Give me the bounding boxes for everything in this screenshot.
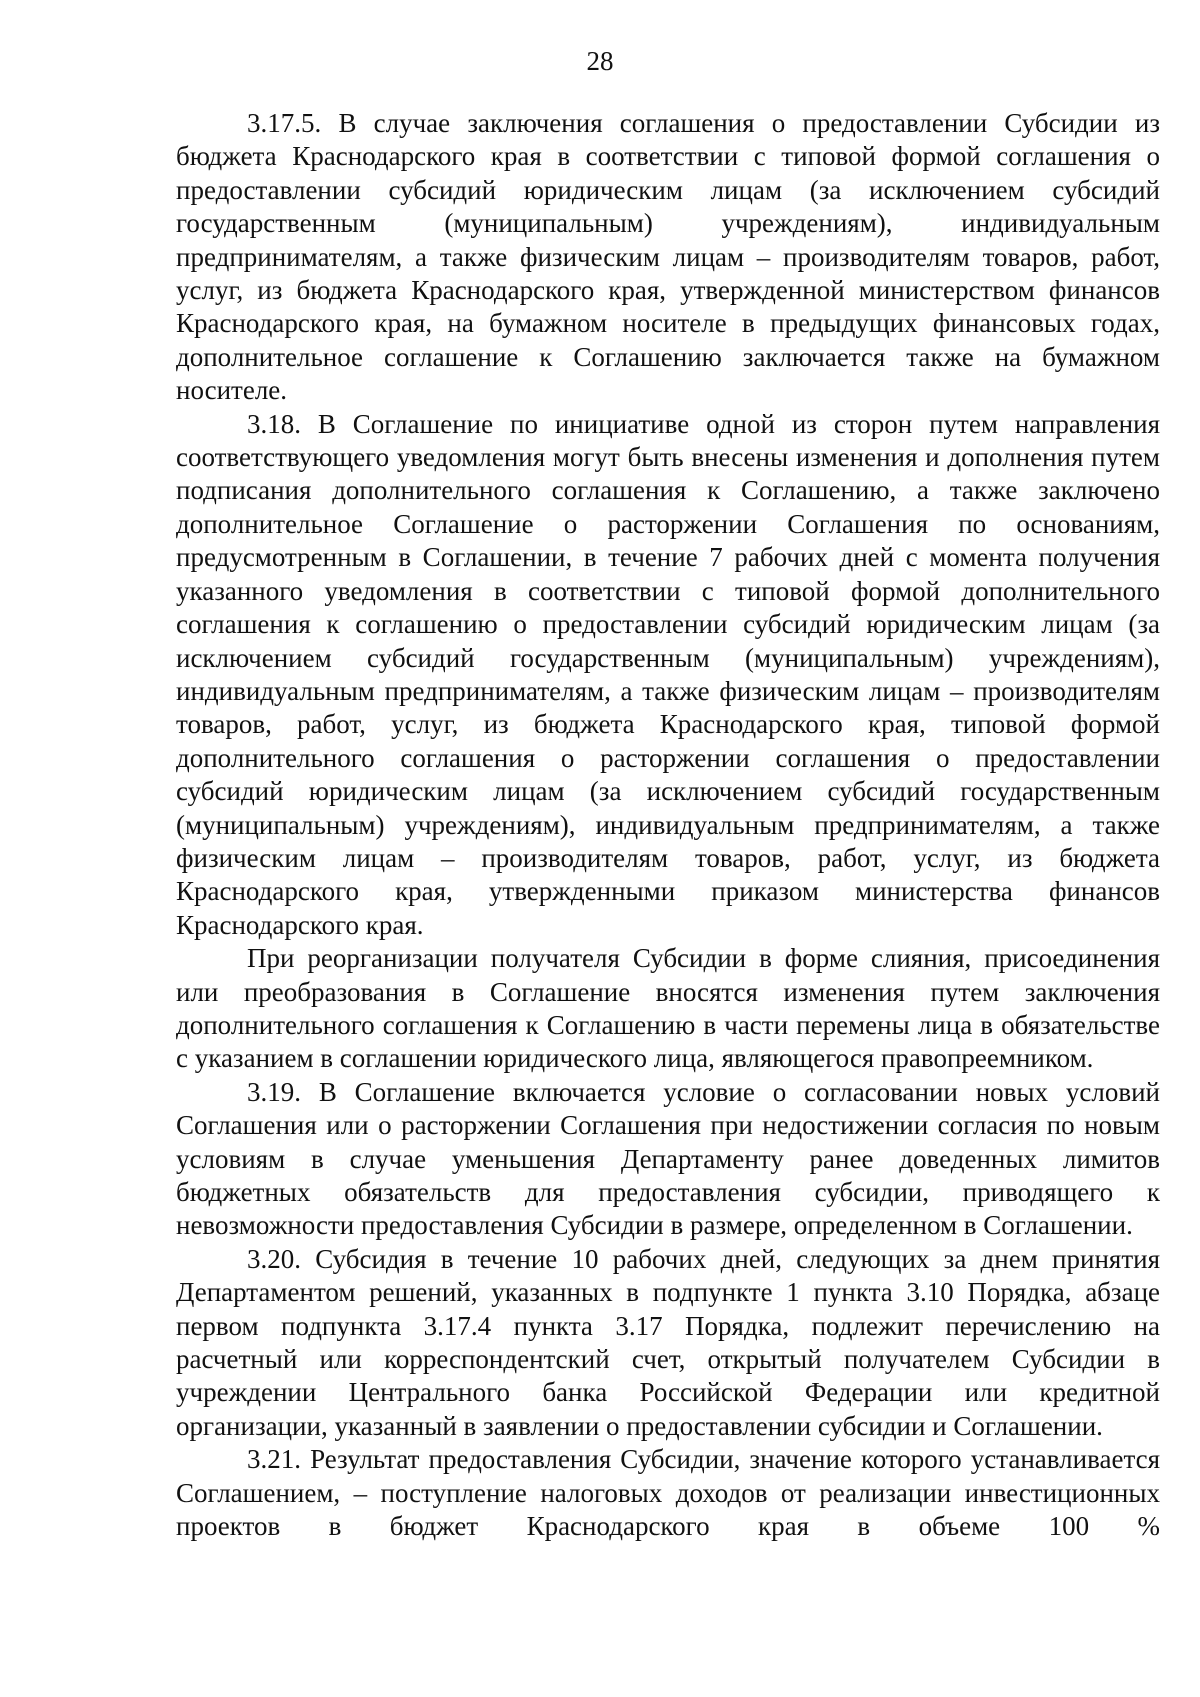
paragraph-3-17-5: 3.17.5. В случае заключения соглашения о предоставлении Субсидии из бюджета Краснодарского края в соответствии с типовой формой соглашения о предоставлении субсидий юридическим лицам (за исключением субсидий государственным (муниципальным) учреждениям), индивидуальным предпринимателям, а также физическим лицам – производителям товаров, работ, услуг, из бюджета Краснодарского края, утвержденной министерством финансов Краснодарского края, на бумажном носителе в предыдущих финансовых годах, дополнительное соглашение к Соглашению заключается также на бумажном носителе. [176,108,1160,406]
paragraph-3-18: 3.18. В Соглашение по инициативе одной из сторон путем направления соответствующего уведомления могут быть внесены изменения и дополнения путем подписания дополнительного соглашения к Соглашению, а также заключено дополнительное Соглашение о расторжении Соглашения по основаниям, предусмотренным в Соглашении, в течение 7 рабочих дней с момента получения указанного уведомления в соответствии с типовой формой дополнительного соглашения к соглашению о предоставлении субсидий юридическим лицам (за исключением субсидий государственным (муниципальным) учреждениям), индивидуальным предпринимателям, а также физическим лицам – производителям товаров, работ, услуг, из бюджета Краснодарского края, типовой формой дополнительного соглашения о расторжении соглашения о предоставлении субсидий юридическим лицам (за исключением субсидий государственным (муниципальным) учреждениям), индивидуальным предпринимателям, а также физическим лицам – производителям товаров, работ, услуг, из бюджета Краснодарского края, утвержденными приказом министерства финансов Краснодарского края. [176,408,1160,940]
page-number: 28 [586,46,614,76]
paragraph-3-19: 3.19. В Соглашение включается условие о согласовании новых условий Соглашения или о расторжении Соглашения при недостижении согласия по новым условиям в случае уменьшения Департаменту ранее доведенных лимитов бюджетных обязательств для предоставления субсидии, приводящего к невозможности предоставления Субсидии в размере, определенном в Соглашении. [176,1076,1160,1241]
paragraph-3-21: 3.21. Результат предоставления Субсидии, значение которого устанавливается Соглашением, – поступление налоговых доходов от реализации инвестиционных проектов в бюджет Краснодарского края в объеме 100 % [176,1444,1160,1542]
paragraph-reorganization: При реорганизации получателя Субсидии в форме слияния, присоединения или преобразования в Соглашение вносятся изменения путем заключения дополнительного соглашения к Соглашению в части перемены лица в обязательстве с указанием в соглашении юридического лица, являющегося правопреемником. [176,943,1160,1074]
document-body [176,107,1160,1543]
paragraph-3-20: 3.20. Субсидия в течение 10 рабочих дней, следующих за днем принятия Департаментом решений, указанных в подпункте 1 пункта 3.10 Порядка, абзаце первом подпункта 3.17.4 пункта 3.17 Порядка, подлежит перечислению на расчетный или корреспондентский счет, открытый получателем Субсидии в учреждении Центрального банка Российской Федерации или кредитной организации, указанный в заявлении о предоставлении субсидии и Соглашении. [176,1243,1160,1441]
